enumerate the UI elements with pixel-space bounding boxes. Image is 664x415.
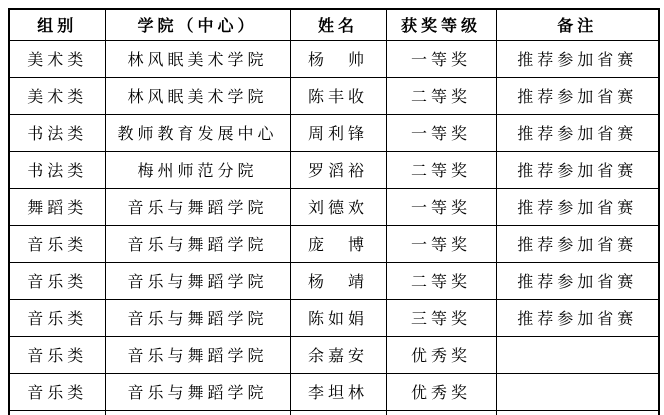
- cell-college: 音乐与舞蹈学院: [105, 225, 290, 262]
- cell-award: 优秀奖: [386, 373, 496, 410]
- cell-college: 音乐与舞蹈学院: [105, 262, 290, 299]
- cell-name: 杨 帅: [290, 40, 386, 77]
- cell-college: 音乐与舞蹈学院: [105, 299, 290, 336]
- table-row: [9, 40, 659, 77]
- cell-award: 一等奖: [386, 225, 496, 262]
- cell-remark: 推荐参加省赛: [496, 40, 659, 77]
- cell-name: 庞 博: [290, 225, 386, 262]
- cell-remark: 推荐参加省赛: [496, 114, 659, 151]
- cell-remark: 推荐参加省赛: [496, 262, 659, 299]
- cell-remark: 推荐参加省赛: [496, 299, 659, 336]
- cell-college: 林风眠美术学院: [105, 40, 290, 77]
- cell-college: 梅州师范分院: [105, 151, 290, 188]
- cell-group: 舞蹈类: [9, 188, 105, 225]
- cell-name: 杨 靖: [290, 262, 386, 299]
- cell-award: [386, 410, 496, 415]
- table-row: [9, 336, 659, 373]
- cell-name: 余嘉安: [290, 336, 386, 373]
- cell-group: 书法类: [9, 114, 105, 151]
- cell-college: 音乐与舞蹈学院: [105, 336, 290, 373]
- column-header-group: 组别: [9, 9, 105, 40]
- cell-remark: 推荐参加省赛: [496, 188, 659, 225]
- table-row: [9, 225, 659, 262]
- table-row-clipped: [9, 410, 659, 415]
- table-row: [9, 373, 659, 410]
- cell-group: 音乐类: [9, 299, 105, 336]
- cell-name: 刘德欢: [290, 188, 386, 225]
- table-row: [9, 77, 659, 114]
- award-results-table: [8, 8, 660, 415]
- cell-remark: 推荐参加省赛: [496, 225, 659, 262]
- cell-award: 三等奖: [386, 299, 496, 336]
- cell-award: 二等奖: [386, 151, 496, 188]
- cell-remark: 推荐参加省赛: [496, 151, 659, 188]
- cell-group: 音乐类: [9, 336, 105, 373]
- cell-remark: [496, 336, 659, 373]
- cell-college: 音乐与舞蹈学院: [105, 373, 290, 410]
- cell-award: 一等奖: [386, 114, 496, 151]
- cell-award: 一等奖: [386, 188, 496, 225]
- cell-name: 罗滔裕: [290, 151, 386, 188]
- cell-group: 音乐类: [9, 262, 105, 299]
- cell-college: 音乐与舞蹈学院: [105, 188, 290, 225]
- cell-college: 林风眠美术学院: [105, 77, 290, 114]
- table-row: [9, 151, 659, 188]
- cell-name: 李坦林: [290, 373, 386, 410]
- cell-group: 音乐类: [9, 373, 105, 410]
- column-header-remark: 备注: [496, 9, 659, 40]
- cell-group: 美术类: [9, 40, 105, 77]
- cell-college: 教师教育发展中心: [105, 114, 290, 151]
- column-header-college: 学院（中心）: [105, 9, 290, 40]
- column-header-name: 姓名: [290, 9, 386, 40]
- cell-group: 书法类: [9, 151, 105, 188]
- cell-group: 美术类: [9, 77, 105, 114]
- table-header-row: [9, 9, 659, 40]
- table-row: [9, 299, 659, 336]
- cell-award: 二等奖: [386, 77, 496, 114]
- cell-group: [9, 410, 105, 415]
- cell-name: [290, 410, 386, 415]
- cell-name: 陈如娟: [290, 299, 386, 336]
- table-row: [9, 188, 659, 225]
- column-header-award: 获奖等级: [386, 9, 496, 40]
- cell-name: 周利锋: [290, 114, 386, 151]
- cell-award: 一等奖: [386, 40, 496, 77]
- cell-remark: [496, 373, 659, 410]
- cell-name: 陈丰收: [290, 77, 386, 114]
- cell-college: [105, 410, 290, 415]
- cell-remark: 推荐参加省赛: [496, 77, 659, 114]
- cell-group: 音乐类: [9, 225, 105, 262]
- cell-award: 二等奖: [386, 262, 496, 299]
- cell-award: 优秀奖: [386, 336, 496, 373]
- table-row: [9, 114, 659, 151]
- cell-remark: [496, 410, 659, 415]
- table-row: [9, 262, 659, 299]
